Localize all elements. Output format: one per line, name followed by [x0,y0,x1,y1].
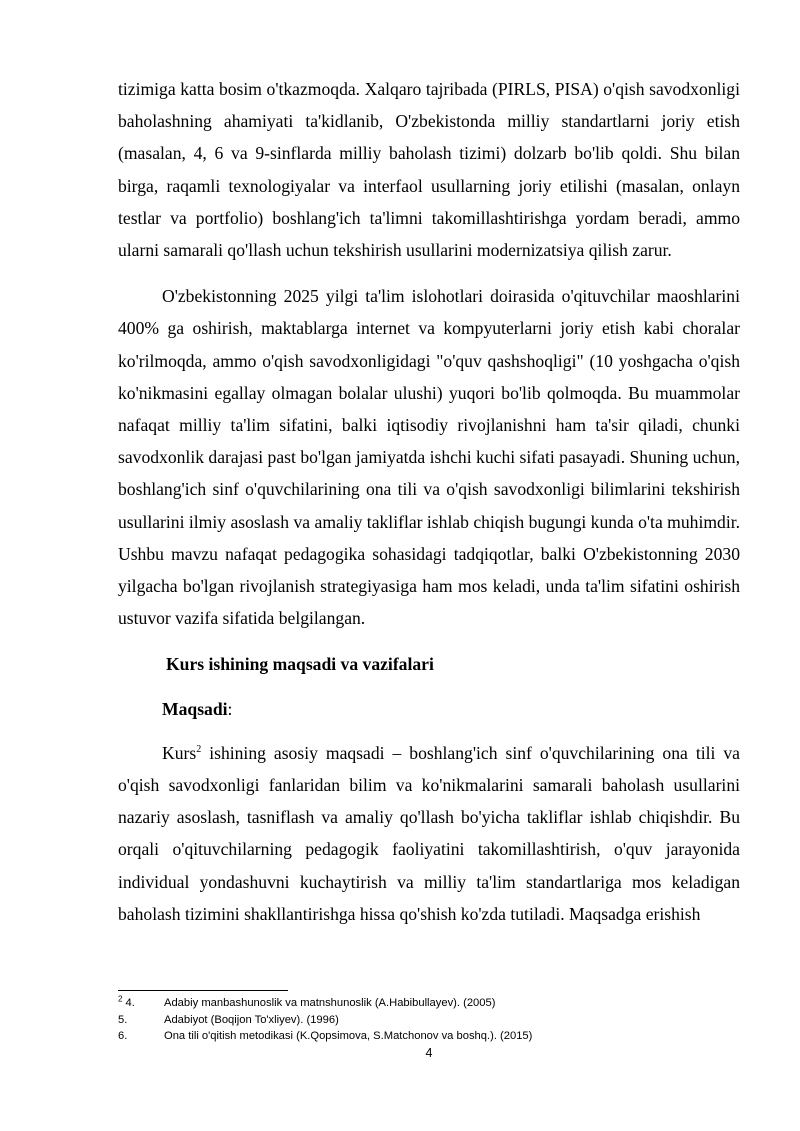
footnote-number: 6. [118,1030,128,1042]
footnote-number: $^2$ 4. [118,994,135,1009]
paragraph-2: O'zbekistonning 2025 yilgi ta'lim islohotlari doirasida o'qituvchilar maoshlarini 400% ga oshirish, maktablarga internet va kompyuterlarni joriy etish kabi choralar ko'rilmoqda, ammo o'qish savodxonligidagi "o'quv qashshoqligi" (10 yoshgacha o'qish ko'nikmasini egallay olmagan bolalar ulushi) yuqori bo'lib qolmoqda. Bu muammolar nafaqat milliy ta'lim sifatini, balki iqtisodiy rivojlanishni ham ta'sir qiladi, chunki savodxonlik darajasi past bo'lgan jamiyatda ishchi kuchi sifati pasayadi. Shuning uchun, boshlang'ich sinf o'quvchilarining ona tili va o'qish savodxonligi bilimlarini tekshirish usullarini ilmiy asoslash va amaliy takliflar ishlab chiqish bugungi kunda o'ta muhimdir. Ushbu mavzu nafaqat pedagogika sohasidagi tadqiqotlar, balki O'zbekistonning 2030 yilgacha bo'lgan rivojlanish strategiyasiga ham mos keladi, unda ta'lim sifatini oshirish ustuvor vazifa sifatida belgilangan. [118,286,740,629]
footnote-text: Adabiy manbashunoslik va matnshunoslik (A.Habibullayev). (2005) [164,997,496,1009]
footnote-text: Ona tili o'qitish metodikasi (K.Qopsimova, S.Matchonov va boshq.). (2015) [164,1030,533,1042]
goal-subheading-label: Maqsadi [162,698,228,719]
footnotes [118,995,740,1045]
footnote-reference[interactable]: 2 [196,744,202,755]
paragraph-3-first-word: Kurs [162,742,197,763]
footnote-item [118,1028,740,1045]
page-number: 4 [425,1046,433,1060]
paragraph-3-text: ishining asosiy maqsadi – boshlang'ich sinf o'quvchilarining ona tili va o'qish savodxonligi fanlaridan bilim va ko'nikmalarini samarali baholash usullarini nazariy asoslash, tasniflash va amaliy qo'llash bo'yicha takliflar ishlab chiqishdir. Bu orqali o'qituvchilarning pedagogik faoliyatini takomillashtirish, o'quv jarayonida individual yondashuvni kuchaytirish va milliy ta'lim standartlariga mos keladigan baholash tizimini shakllantirishga hissa qo'shish ko'zda tutiladi. Maqsadga erishish [118,742,740,924]
footnote-text: Adabiyot (Boqijon To'xliyev). (1996) [164,1013,339,1026]
section-heading: Kurs ishining maqsadi va vazifalari [166,654,434,675]
footnote-number: 5. [118,1013,128,1026]
goal-subheading-colon: : [227,698,233,719]
body-text [118,73,740,930]
goal-subheading [118,693,740,725]
footnote-superscript: 2 [118,994,123,1004]
footnote-item [118,1012,740,1029]
footnote-item [118,995,740,1012]
paragraph-3 [118,737,740,930]
paragraph-1: tizimiga katta bosim o'tkazmoqda. Xalqaro tajribada (PIRLS, PISA) o'qish savodxonligi baholashning ahamiyati ta'kidlanib, O'zbekistonda milliy standartlarni joriy etish (masalan, 4, 6 va 9-sinflarda milliy baholash tizimi) dolzarb bo'lib qoldi. Shu bilan birga, raqamli texnologiyalar va interfaol usullarning joriy etilishi (masalan, onlayn testlar va portfolio) boshlang'ich ta'limni takomillashtirishga yordam beradi, ammo ularni samarali qo'llash uchun tekshirish usullarini modernizatsiya qilish zarur. [118,79,740,261]
footnote-separator [118,990,288,991]
